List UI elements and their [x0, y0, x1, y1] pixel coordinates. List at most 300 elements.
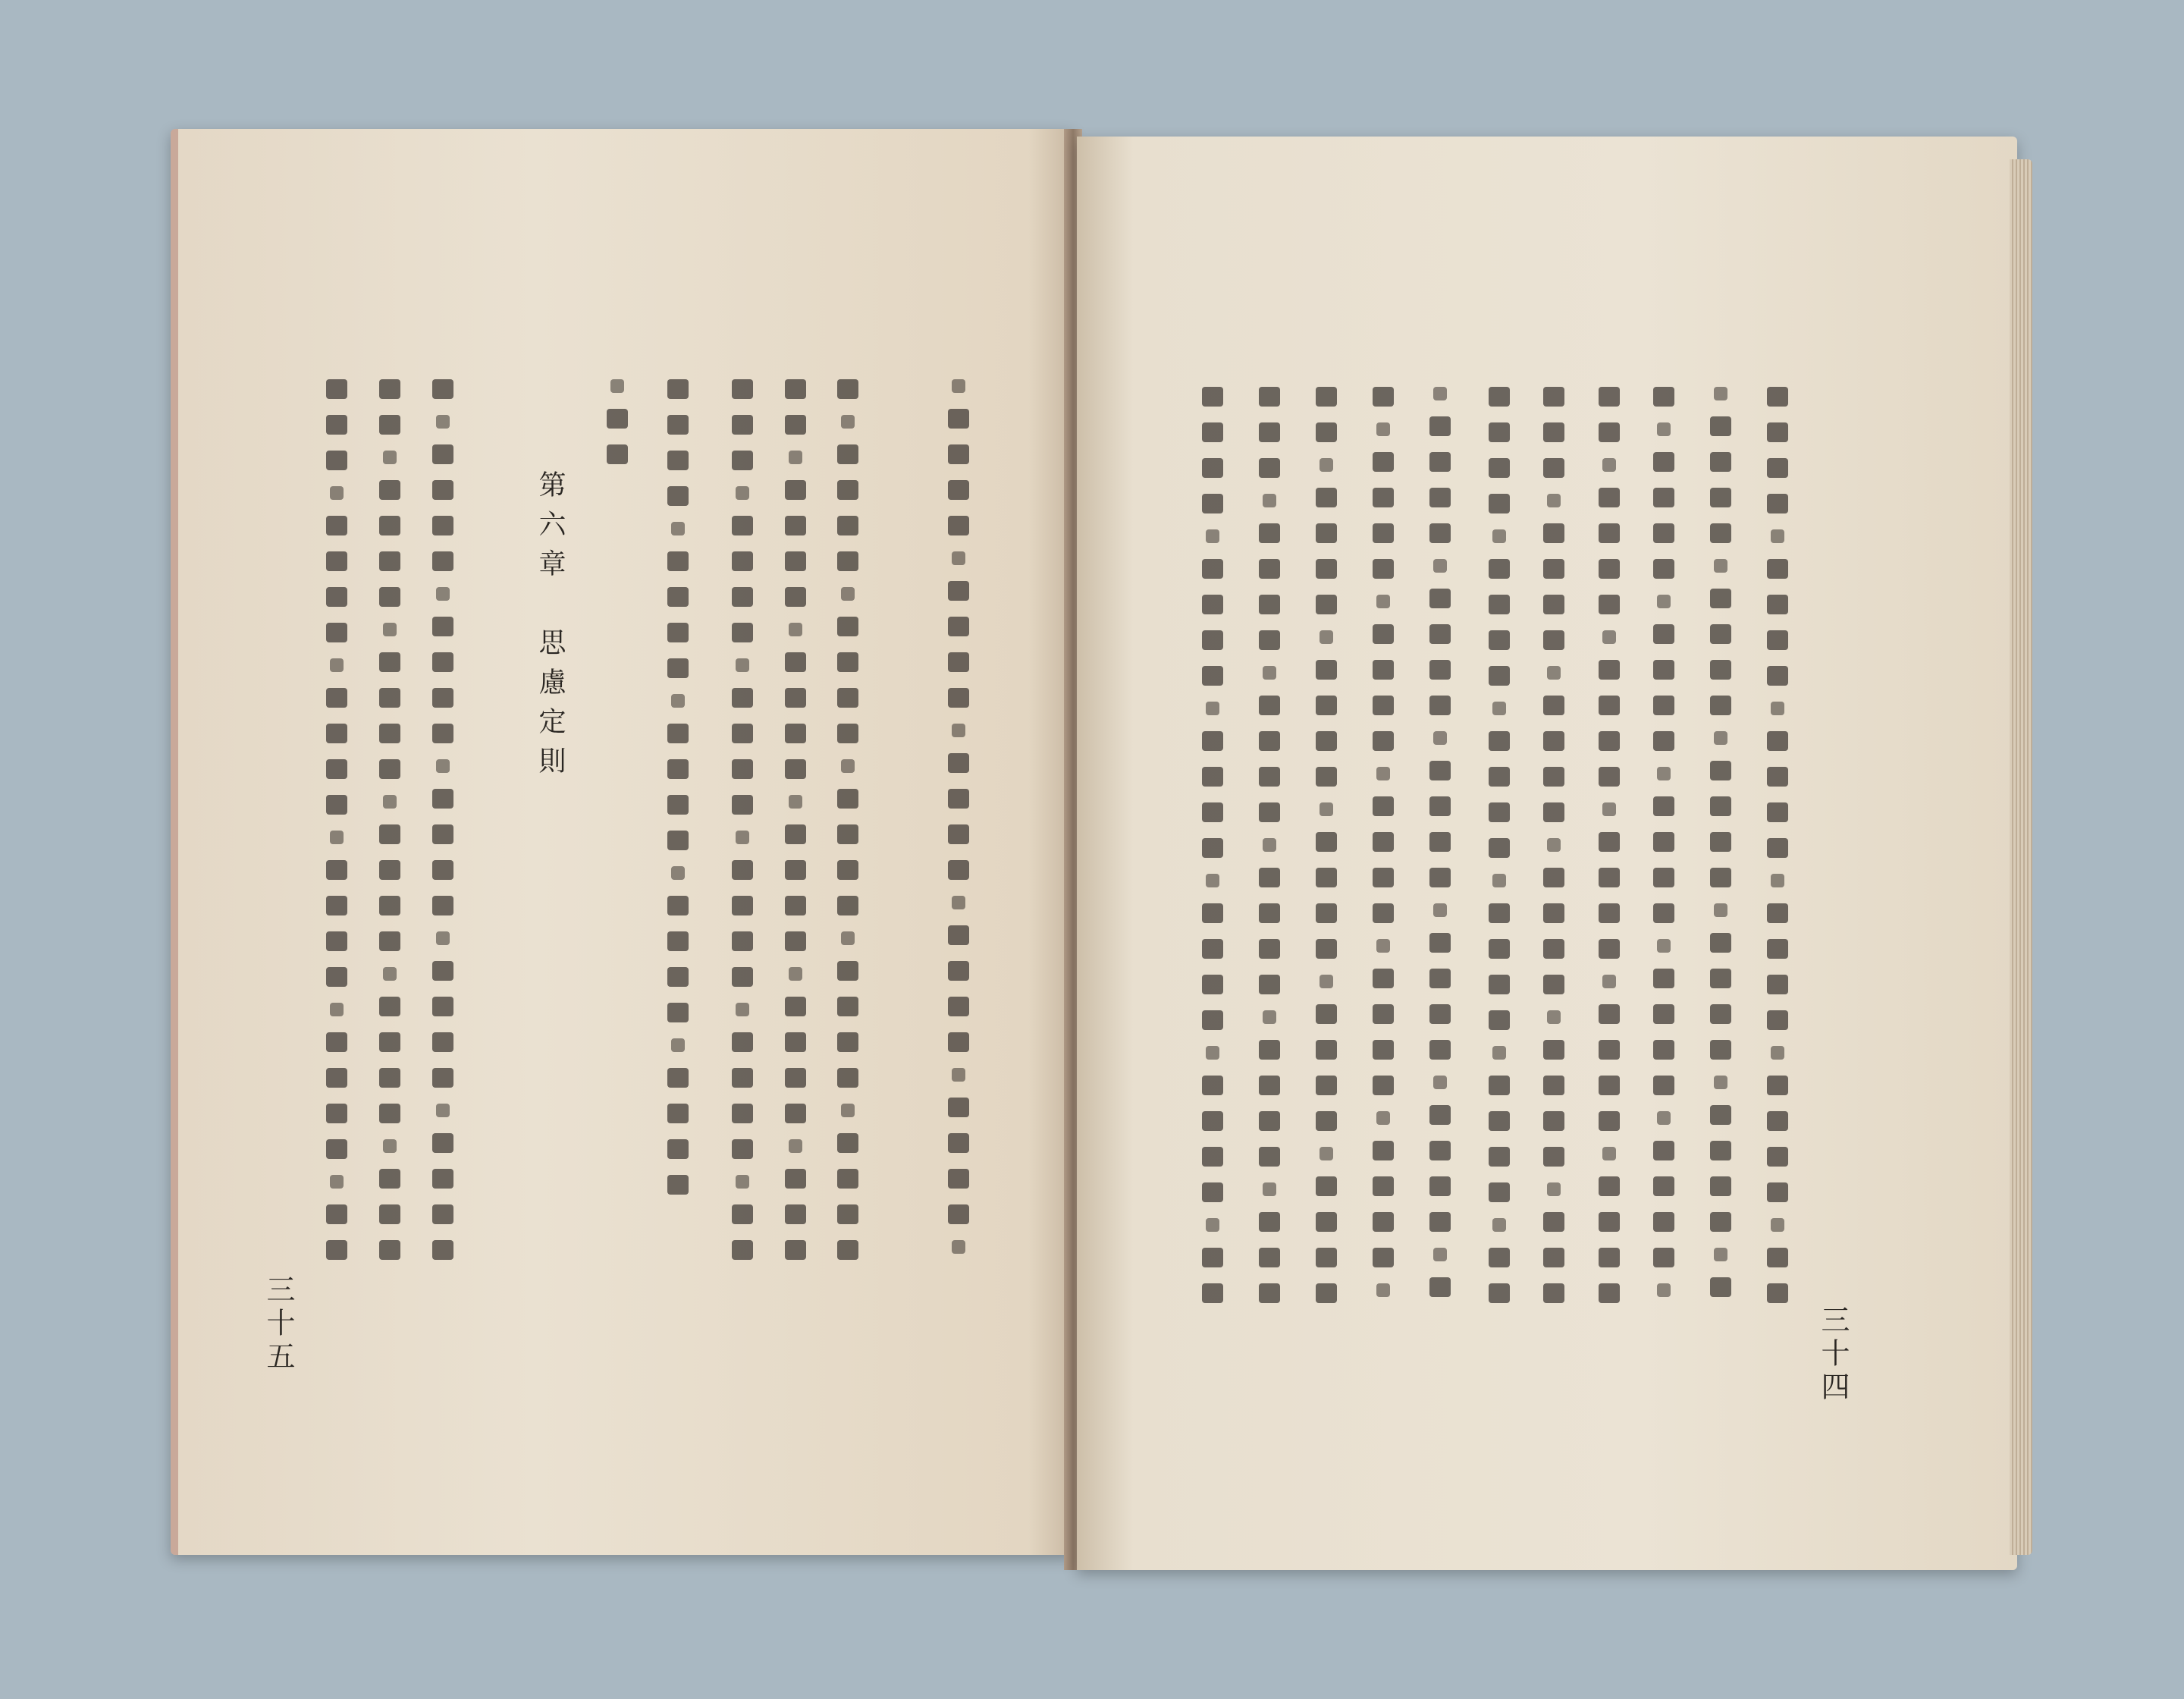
glyph-placeholder — [1543, 1248, 1564, 1267]
glyph-placeholder — [1259, 1147, 1280, 1167]
glyph-placeholder — [1259, 903, 1280, 923]
glyph-placeholder — [1429, 868, 1451, 887]
glyph-placeholder — [732, 1204, 753, 1224]
glyph-placeholder — [1492, 1218, 1506, 1232]
glyph-placeholder — [379, 379, 400, 399]
glyph-placeholder — [330, 1175, 344, 1189]
glyph-placeholder — [1429, 1141, 1451, 1160]
glyph-placeholder — [1259, 939, 1280, 959]
glyph-placeholder — [837, 1204, 858, 1224]
glyph-placeholder — [667, 795, 689, 815]
glyph-placeholder — [1543, 523, 1564, 543]
glyph-placeholder — [1373, 488, 1394, 507]
glyph-placeholder — [1710, 1105, 1731, 1125]
glyph-placeholder — [1767, 666, 1788, 686]
glyph-placeholder — [736, 1003, 749, 1016]
glyph-placeholder — [1710, 868, 1731, 887]
glyph-placeholder — [1599, 1004, 1620, 1024]
glyph-placeholder — [736, 658, 749, 672]
glyph-placeholder — [1202, 422, 1223, 442]
glyph-placeholder — [841, 587, 855, 601]
glyph-placeholder — [732, 587, 753, 607]
glyph-placeholder — [1373, 731, 1394, 751]
glyph-placeholder — [1602, 630, 1616, 644]
glyph-placeholder — [1653, 1004, 1674, 1024]
glyph-placeholder — [1489, 666, 1510, 686]
glyph-placeholder — [1714, 903, 1727, 917]
glyph-placeholder — [1202, 802, 1223, 822]
glyph-placeholder — [948, 617, 969, 636]
glyph-placeholder — [1316, 387, 1337, 407]
folio-left: 三十五 — [262, 1274, 295, 1374]
glyph-placeholder — [785, 480, 806, 500]
glyph-placeholder — [948, 860, 969, 880]
glyph-placeholder — [837, 516, 858, 535]
glyph-placeholder — [789, 451, 802, 464]
glyph-placeholder — [732, 516, 753, 535]
glyph-placeholder — [1376, 422, 1390, 436]
glyph-placeholder — [1653, 969, 1674, 988]
glyph-placeholder — [326, 587, 347, 607]
glyph-placeholder — [1316, 1176, 1337, 1196]
glyph-placeholder — [1489, 595, 1510, 614]
glyph-placeholder — [1429, 523, 1451, 543]
glyph-placeholder — [1602, 458, 1616, 472]
glyph-placeholder — [1710, 1176, 1731, 1196]
glyph-placeholder — [1653, 1040, 1674, 1060]
glyph-placeholder — [1206, 874, 1219, 887]
glyph-placeholder — [1429, 1105, 1451, 1125]
glyph-placeholder — [948, 1169, 969, 1189]
glyph-placeholder — [1543, 802, 1564, 822]
text-column-placeholder — [1489, 387, 1510, 1319]
glyph-placeholder — [667, 931, 689, 951]
glyph-placeholder — [1767, 1182, 1788, 1202]
glyph-placeholder — [1599, 387, 1620, 407]
glyph-placeholder — [326, 795, 347, 815]
glyph-placeholder — [1543, 1076, 1564, 1095]
glyph-placeholder — [379, 1032, 400, 1052]
glyph-placeholder — [1771, 874, 1784, 887]
glyph-placeholder — [785, 379, 806, 399]
glyph-placeholder — [436, 1104, 450, 1117]
glyph-placeholder — [785, 724, 806, 743]
glyph-placeholder — [1316, 1004, 1337, 1024]
glyph-placeholder — [1429, 1277, 1451, 1297]
glyph-placeholder — [667, 486, 689, 506]
glyph-placeholder — [948, 997, 969, 1016]
glyph-placeholder — [1202, 494, 1223, 513]
glyph-placeholder — [785, 1240, 806, 1260]
glyph-placeholder — [1316, 696, 1337, 715]
glyph-placeholder — [1543, 387, 1564, 407]
glyph-placeholder — [1767, 767, 1788, 787]
glyph-placeholder — [1433, 903, 1447, 917]
glyph-placeholder — [785, 860, 806, 880]
glyph-placeholder — [1316, 903, 1337, 923]
text-column-placeholder — [1599, 387, 1620, 1319]
glyph-placeholder — [1767, 1248, 1788, 1267]
glyph-placeholder — [607, 444, 628, 464]
glyph-placeholder — [1599, 595, 1620, 614]
glyph-placeholder — [1376, 767, 1390, 780]
glyph-placeholder — [379, 1104, 400, 1123]
glyph-placeholder — [432, 860, 453, 880]
glyph-placeholder — [1373, 903, 1394, 923]
glyph-placeholder — [1599, 1040, 1620, 1060]
glyph-placeholder — [1259, 630, 1280, 650]
glyph-placeholder — [1433, 731, 1447, 745]
glyph-placeholder — [1316, 1076, 1337, 1095]
glyph-placeholder — [1599, 422, 1620, 442]
glyph-placeholder — [1202, 939, 1223, 959]
glyph-placeholder — [1710, 696, 1731, 715]
glyph-placeholder — [1373, 523, 1394, 543]
page-edges — [2010, 159, 2032, 1555]
glyph-placeholder — [330, 831, 344, 844]
glyph-placeholder — [837, 789, 858, 809]
glyph-placeholder — [1767, 1076, 1788, 1095]
glyph-placeholder — [1320, 630, 1333, 644]
glyph-placeholder — [326, 1204, 347, 1224]
glyph-placeholder — [1429, 1176, 1451, 1196]
glyph-placeholder — [1316, 767, 1337, 787]
glyph-placeholder — [1543, 1111, 1564, 1131]
glyph-placeholder — [1263, 494, 1276, 507]
text-column-placeholder — [432, 379, 453, 1276]
glyph-placeholder — [432, 551, 453, 571]
text-column-placeholder — [1316, 387, 1337, 1319]
glyph-placeholder — [1653, 696, 1674, 715]
glyph-placeholder — [1653, 387, 1674, 407]
glyph-placeholder — [1489, 1248, 1510, 1267]
glyph-placeholder — [1489, 1010, 1510, 1030]
glyph-placeholder — [1373, 559, 1394, 579]
glyph-placeholder — [1373, 1076, 1394, 1095]
glyph-placeholder — [1429, 660, 1451, 680]
glyph-placeholder — [432, 824, 453, 844]
glyph-placeholder — [736, 486, 749, 500]
glyph-placeholder — [379, 551, 400, 571]
glyph-placeholder — [1316, 523, 1337, 543]
glyph-placeholder — [1429, 488, 1451, 507]
glyph-placeholder — [1599, 731, 1620, 751]
glyph-placeholder — [326, 896, 347, 915]
glyph-placeholder — [1543, 903, 1564, 923]
glyph-placeholder — [1433, 387, 1447, 400]
glyph-placeholder — [1547, 1182, 1561, 1196]
glyph-placeholder — [1653, 903, 1674, 923]
glyph-placeholder — [1202, 1147, 1223, 1167]
glyph-placeholder — [1767, 838, 1788, 858]
glyph-placeholder — [432, 1240, 453, 1260]
glyph-placeholder — [948, 789, 969, 809]
glyph-placeholder — [667, 415, 689, 435]
glyph-placeholder — [1492, 529, 1506, 543]
glyph-placeholder — [1771, 1218, 1784, 1232]
glyph-placeholder — [1202, 903, 1223, 923]
glyph-placeholder — [1710, 796, 1731, 816]
glyph-placeholder — [326, 688, 347, 708]
glyph-placeholder — [1599, 696, 1620, 715]
text-column-placeholder — [785, 379, 806, 1276]
glyph-placeholder — [1767, 903, 1788, 923]
glyph-placeholder — [1202, 666, 1223, 686]
glyph-placeholder — [837, 997, 858, 1016]
glyph-placeholder — [1316, 660, 1337, 680]
glyph-placeholder — [732, 967, 753, 987]
glyph-placeholder — [667, 1175, 689, 1195]
glyph-placeholder — [1373, 1176, 1394, 1196]
glyph-placeholder — [1316, 559, 1337, 579]
glyph-placeholder — [948, 409, 969, 429]
glyph-placeholder — [948, 753, 969, 773]
glyph-placeholder — [1259, 731, 1280, 751]
glyph-placeholder — [1489, 630, 1510, 650]
glyph-placeholder — [1376, 939, 1390, 953]
glyph-placeholder — [379, 860, 400, 880]
glyph-placeholder — [732, 1139, 753, 1159]
glyph-placeholder — [326, 415, 347, 435]
glyph-placeholder — [1543, 939, 1564, 959]
glyph-placeholder — [1489, 1076, 1510, 1095]
glyph-placeholder — [732, 931, 753, 951]
glyph-placeholder — [1373, 1248, 1394, 1267]
glyph-placeholder — [732, 860, 753, 880]
glyph-placeholder — [1373, 796, 1394, 816]
glyph-placeholder — [837, 1240, 858, 1260]
glyph-placeholder — [1429, 832, 1451, 852]
glyph-placeholder — [383, 1139, 397, 1153]
glyph-placeholder — [1602, 802, 1616, 816]
glyph-placeholder — [1489, 939, 1510, 959]
glyph-placeholder — [326, 1139, 347, 1159]
text-column-placeholder — [1710, 387, 1731, 1313]
glyph-placeholder — [1767, 630, 1788, 650]
glyph-placeholder — [732, 1104, 753, 1123]
glyph-placeholder — [1543, 731, 1564, 751]
glyph-placeholder — [326, 516, 347, 535]
glyph-placeholder — [1653, 1248, 1674, 1267]
glyph-placeholder — [948, 1098, 969, 1117]
glyph-placeholder — [1202, 630, 1223, 650]
text-column-placeholder — [326, 379, 347, 1276]
glyph-placeholder — [1657, 1283, 1671, 1297]
glyph-placeholder — [1263, 838, 1276, 852]
glyph-placeholder — [432, 379, 453, 399]
glyph-placeholder — [1599, 868, 1620, 887]
glyph-placeholder — [436, 759, 450, 773]
glyph-placeholder — [1543, 1283, 1564, 1303]
glyph-placeholder — [1316, 1111, 1337, 1131]
glyph-placeholder — [326, 451, 347, 470]
glyph-placeholder — [1373, 624, 1394, 644]
glyph-placeholder — [667, 551, 689, 571]
glyph-placeholder — [1373, 832, 1394, 852]
glyph-placeholder — [667, 379, 689, 399]
glyph-placeholder — [326, 931, 347, 951]
glyph-placeholder — [1714, 387, 1727, 400]
glyph-placeholder — [837, 1068, 858, 1088]
glyph-placeholder — [1316, 1283, 1337, 1303]
text-column-placeholder — [948, 379, 969, 1270]
glyph-placeholder — [841, 415, 855, 429]
glyph-placeholder — [732, 759, 753, 779]
glyph-placeholder — [1714, 1076, 1727, 1089]
glyph-placeholder — [1547, 1010, 1561, 1024]
glyph-placeholder — [1767, 975, 1788, 994]
glyph-placeholder — [1599, 1076, 1620, 1095]
glyph-placeholder — [1710, 624, 1731, 644]
glyph-placeholder — [948, 581, 969, 601]
glyph-placeholder — [1543, 1040, 1564, 1060]
glyph-placeholder — [1543, 696, 1564, 715]
text-column-placeholder — [1767, 387, 1788, 1319]
glyph-placeholder — [1543, 422, 1564, 442]
glyph-placeholder — [837, 824, 858, 844]
text-column-placeholder — [1259, 387, 1280, 1319]
glyph-placeholder — [379, 1068, 400, 1088]
glyph-placeholder — [1429, 969, 1451, 988]
text-column-placeholder — [607, 379, 628, 480]
glyph-placeholder — [1489, 1147, 1510, 1167]
glyph-placeholder — [1489, 422, 1510, 442]
glyph-placeholder — [1429, 761, 1451, 780]
glyph-placeholder — [667, 451, 689, 470]
glyph-placeholder — [1316, 1040, 1337, 1060]
glyph-placeholder — [379, 688, 400, 708]
glyph-placeholder — [837, 724, 858, 743]
glyph-placeholder — [732, 1032, 753, 1052]
glyph-placeholder — [785, 652, 806, 672]
glyph-placeholder — [785, 997, 806, 1016]
text-column-placeholder — [1429, 387, 1451, 1313]
glyph-placeholder — [326, 551, 347, 571]
glyph-placeholder — [432, 444, 453, 464]
glyph-placeholder — [326, 1032, 347, 1052]
glyph-placeholder — [1202, 975, 1223, 994]
glyph-placeholder — [1259, 523, 1280, 543]
glyph-placeholder — [667, 1104, 689, 1123]
glyph-placeholder — [1202, 595, 1223, 614]
glyph-placeholder — [1376, 1283, 1390, 1297]
glyph-placeholder — [837, 551, 858, 571]
glyph-placeholder — [1543, 458, 1564, 478]
glyph-placeholder — [330, 1003, 344, 1016]
glyph-placeholder — [785, 896, 806, 915]
glyph-placeholder — [1202, 1248, 1223, 1267]
glyph-placeholder — [667, 1003, 689, 1022]
glyph-placeholder — [1259, 1212, 1280, 1232]
glyph-placeholder — [1320, 975, 1333, 988]
glyph-placeholder — [1599, 660, 1620, 680]
glyph-placeholder — [1767, 802, 1788, 822]
glyph-placeholder — [432, 789, 453, 809]
glyph-placeholder — [1543, 767, 1564, 787]
glyph-placeholder — [736, 831, 749, 844]
glyph-placeholder — [379, 1240, 400, 1260]
glyph-placeholder — [1710, 1277, 1731, 1297]
glyph-placeholder — [667, 896, 689, 915]
glyph-placeholder — [432, 896, 453, 915]
glyph-placeholder — [1429, 624, 1451, 644]
glyph-placeholder — [432, 1068, 453, 1088]
text-column-placeholder — [837, 379, 858, 1276]
text-column-placeholder — [732, 379, 753, 1276]
text-column-placeholder — [1202, 387, 1223, 1319]
glyph-placeholder — [1599, 1176, 1620, 1196]
glyph-placeholder — [667, 967, 689, 987]
glyph-placeholder — [1767, 1147, 1788, 1167]
glyph-placeholder — [837, 652, 858, 672]
glyph-placeholder — [1767, 458, 1788, 478]
glyph-placeholder — [732, 451, 753, 470]
glyph-placeholder — [1543, 1147, 1564, 1167]
glyph-placeholder — [436, 415, 450, 429]
glyph-placeholder — [785, 931, 806, 951]
glyph-placeholder — [1653, 731, 1674, 751]
glyph-placeholder — [785, 415, 806, 435]
glyph-placeholder — [952, 1068, 965, 1082]
glyph-placeholder — [1202, 458, 1223, 478]
glyph-placeholder — [1767, 1111, 1788, 1131]
glyph-placeholder — [837, 1133, 858, 1153]
glyph-placeholder — [837, 896, 858, 915]
glyph-placeholder — [789, 1139, 802, 1153]
glyph-placeholder — [1599, 1212, 1620, 1232]
glyph-placeholder — [1771, 529, 1784, 543]
glyph-placeholder — [1259, 458, 1280, 478]
glyph-placeholder — [1376, 1111, 1390, 1125]
glyph-placeholder — [1259, 1040, 1280, 1060]
glyph-placeholder — [432, 617, 453, 636]
glyph-placeholder — [1543, 975, 1564, 994]
glyph-placeholder — [379, 931, 400, 951]
glyph-placeholder — [671, 694, 685, 708]
glyph-placeholder — [1429, 452, 1451, 472]
glyph-placeholder — [1653, 523, 1674, 543]
glyph-placeholder — [432, 1204, 453, 1224]
glyph-placeholder — [1767, 1283, 1788, 1303]
glyph-placeholder — [841, 1104, 855, 1117]
glyph-placeholder — [1202, 559, 1223, 579]
glyph-placeholder — [1710, 452, 1731, 472]
glyph-placeholder — [1710, 488, 1731, 507]
glyph-placeholder — [1547, 666, 1561, 680]
glyph-placeholder — [1767, 422, 1788, 442]
glyph-placeholder — [1316, 1212, 1337, 1232]
glyph-placeholder — [1767, 387, 1788, 407]
glyph-placeholder — [383, 623, 397, 636]
glyph-placeholder — [330, 486, 344, 500]
glyph-placeholder — [379, 480, 400, 500]
glyph-placeholder — [1653, 1141, 1674, 1160]
glyph-placeholder — [1653, 488, 1674, 507]
glyph-placeholder — [379, 724, 400, 743]
glyph-placeholder — [1259, 595, 1280, 614]
glyph-placeholder — [1767, 595, 1788, 614]
glyph-placeholder — [1653, 452, 1674, 472]
glyph-placeholder — [1206, 1046, 1219, 1060]
glyph-placeholder — [1492, 702, 1506, 715]
glyph-placeholder — [1653, 624, 1674, 644]
glyph-placeholder — [432, 516, 453, 535]
glyph-placeholder — [1599, 559, 1620, 579]
glyph-placeholder — [1202, 767, 1223, 787]
glyph-placeholder — [610, 379, 624, 393]
glyph-placeholder — [1543, 630, 1564, 650]
glyph-placeholder — [948, 480, 969, 500]
